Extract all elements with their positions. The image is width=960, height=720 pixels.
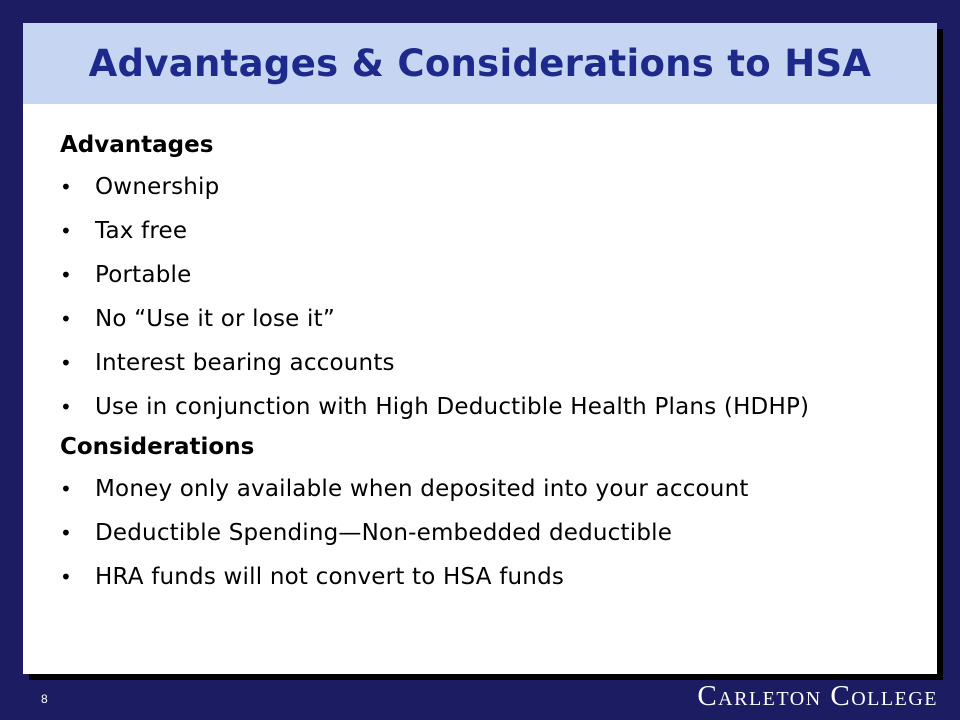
considerations-heading: Considerations xyxy=(60,434,255,460)
slide-content xyxy=(60,131,920,607)
list-item-text: Deductible Spending—Non-embedded deductible xyxy=(95,520,673,546)
bullet-icon: • xyxy=(60,219,72,243)
bullet-icon: • xyxy=(60,477,72,501)
bullet-icon: • xyxy=(60,263,72,287)
slide-card xyxy=(23,23,937,674)
bullet-icon: • xyxy=(60,395,72,419)
considerations-list xyxy=(60,475,920,591)
list-item-text: Money only available when deposited into your account xyxy=(95,476,749,502)
list-item-text: Ownership xyxy=(95,174,220,200)
list-item-text: Use in conjunction with High Deductible Health Plans (HDHP) xyxy=(95,394,810,420)
list-item xyxy=(60,261,920,289)
title-band xyxy=(23,23,937,104)
page-number: 8 xyxy=(41,692,48,706)
list-item-text: No “Use it or lose it” xyxy=(95,306,335,332)
list-item xyxy=(60,305,920,333)
list-item-text: Portable xyxy=(95,262,192,288)
slide-title: Advantages & Considerations to HSA xyxy=(88,42,872,85)
list-item xyxy=(60,349,920,377)
bullet-icon: • xyxy=(60,175,72,199)
list-item-text: Tax free xyxy=(95,218,188,244)
bullet-icon: • xyxy=(60,565,72,589)
college-logo-text: Carleton College xyxy=(697,680,938,712)
list-item xyxy=(60,173,920,201)
list-item xyxy=(60,475,920,503)
list-item xyxy=(60,519,920,547)
list-item xyxy=(60,393,920,421)
list-item-text: Interest bearing accounts xyxy=(95,350,395,376)
advantages-list xyxy=(60,173,920,421)
bullet-icon: • xyxy=(60,351,72,375)
list-item xyxy=(60,563,920,591)
advantages-heading: Advantages xyxy=(60,132,214,158)
bullet-icon: • xyxy=(60,521,72,545)
bullet-icon: • xyxy=(60,307,72,331)
list-item xyxy=(60,217,920,245)
list-item-text: HRA funds will not convert to HSA funds xyxy=(95,564,565,590)
